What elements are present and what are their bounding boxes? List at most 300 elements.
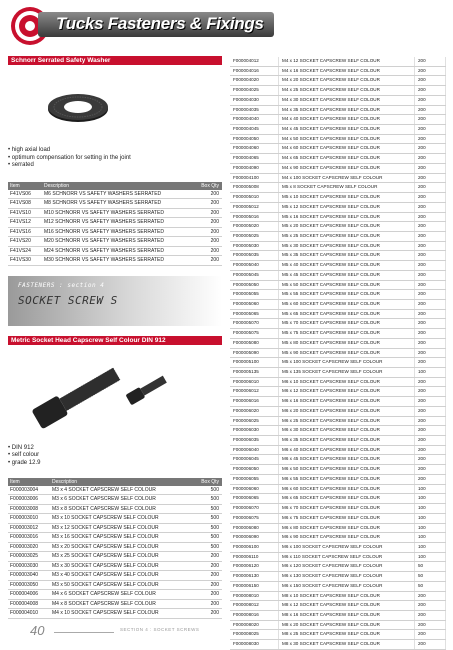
item-code: F000004030 bbox=[230, 95, 279, 105]
item-code: F000003004 bbox=[8, 486, 50, 495]
item-code: F000006110 bbox=[230, 552, 279, 562]
table-row bbox=[8, 190, 222, 199]
table-row bbox=[230, 66, 446, 76]
item-code: F000003008 bbox=[8, 504, 50, 514]
item-code: F000004045 bbox=[230, 125, 279, 135]
box-qty: 100 bbox=[415, 533, 446, 543]
box-qty: 200 bbox=[415, 125, 446, 135]
box-qty: 200 bbox=[415, 465, 446, 475]
box-qty: 200 bbox=[195, 246, 222, 256]
box-qty: 200 bbox=[415, 591, 446, 601]
item-code: F000008012 bbox=[230, 601, 279, 611]
item-description: M6 x 30 SOCKET CAPSCREW SELF COLOUR bbox=[279, 426, 415, 436]
item-description: M6 x 70 SOCKET CAPSCREW SELF COLOUR bbox=[279, 504, 415, 514]
table-row bbox=[8, 599, 222, 609]
item-description: M4 x 40 SOCKET CAPSCREW SELF COLOUR bbox=[279, 115, 415, 125]
box-qty: 200 bbox=[195, 561, 222, 571]
item-description: M6 x 45 SOCKET CAPSCREW SELF COLOUR bbox=[279, 455, 415, 465]
item-description: M6 x 16 SOCKET CAPSCREW SELF COLOUR bbox=[279, 397, 415, 407]
box-qty: 200 bbox=[415, 640, 446, 650]
box-qty: 200 bbox=[415, 309, 446, 319]
item-code: F000005100 bbox=[230, 358, 279, 368]
item-description: M6 x 50 SOCKET CAPSCREW SELF COLOUR bbox=[279, 465, 415, 475]
item-description: M4 x 90 SOCKET CAPSCREW SELF COLOUR bbox=[279, 163, 415, 173]
table-row bbox=[230, 397, 446, 407]
box-qty: 200 bbox=[415, 202, 446, 212]
item-code: F000004090 bbox=[230, 163, 279, 173]
table-row bbox=[230, 251, 446, 261]
table-row bbox=[230, 57, 446, 66]
item-description: M5 x 20 SOCKET CAPSCREW SELF COLOUR bbox=[279, 222, 415, 232]
item-code: F000004050 bbox=[230, 134, 279, 144]
column-header-box-qty: Box Qty bbox=[195, 478, 222, 486]
item-description: M5 x 80 SOCKET CAPSCREW SELF COLOUR bbox=[279, 338, 415, 348]
table-row bbox=[230, 542, 446, 552]
item-description: M6 x 90 SOCKET CAPSCREW SELF COLOUR bbox=[279, 533, 415, 543]
box-qty: 200 bbox=[415, 610, 446, 620]
item-code: F000006025 bbox=[230, 416, 279, 426]
item-description: M4 x 20 SOCKET CAPSCREW SELF COLOUR bbox=[279, 76, 415, 86]
item-description: M5 x 50 SOCKET CAPSCREW SELF COLOUR bbox=[279, 280, 415, 290]
table-row bbox=[230, 115, 446, 125]
item-code: F000004065 bbox=[230, 154, 279, 164]
item-description: M3 x 20 SOCKET CAPSCREW SELF COLOUR bbox=[50, 542, 195, 552]
item-description: M6 x 130 SOCKET CAPSCREW SELF COLOUR bbox=[279, 572, 415, 582]
box-qty: 100 bbox=[415, 552, 446, 562]
item-code: F000005080 bbox=[230, 338, 279, 348]
item-description: M5 x 12 SOCKET CAPSCREW SELF COLOUR bbox=[279, 202, 415, 212]
table-row bbox=[230, 436, 446, 446]
item-description: M5 x 75 SOCKET CAPSCREW SELF COLOUR bbox=[279, 329, 415, 339]
table-row bbox=[8, 218, 222, 228]
box-qty: 200 bbox=[195, 237, 222, 247]
banner-title: SOCKET SCREW S bbox=[18, 293, 118, 307]
box-qty: 200 bbox=[415, 251, 446, 261]
item-code: F000005060 bbox=[230, 299, 279, 309]
box-qty: 50 bbox=[415, 581, 446, 591]
box-qty: 200 bbox=[415, 115, 446, 125]
box-qty: 200 bbox=[415, 329, 446, 339]
item-code: F000004025 bbox=[230, 86, 279, 96]
box-qty: 200 bbox=[415, 222, 446, 232]
column-header-item: Item bbox=[8, 478, 50, 486]
box-qty: 500 bbox=[195, 523, 222, 533]
feature-item: • grade 12.9 bbox=[8, 460, 222, 468]
item-code: F000005070 bbox=[230, 319, 279, 329]
table-row bbox=[230, 76, 446, 86]
item-code: F41VS10 bbox=[8, 208, 42, 218]
capscrew-table-continued bbox=[230, 57, 446, 650]
box-qty: 200 bbox=[415, 348, 446, 358]
table-row bbox=[230, 416, 446, 426]
table-row bbox=[230, 338, 446, 348]
item-code: F000004016 bbox=[230, 66, 279, 76]
item-description: M6 x 40 SOCKET CAPSCREW SELF COLOUR bbox=[279, 445, 415, 455]
banner-subtitle: FASTENERS : section 4 bbox=[18, 281, 105, 289]
capscrew-image bbox=[8, 345, 222, 443]
box-qty: 200 bbox=[415, 270, 446, 280]
item-description: M5 x 90 SOCKET CAPSCREW SELF COLOUR bbox=[279, 348, 415, 358]
box-qty: 200 bbox=[195, 571, 222, 581]
box-qty: 200 bbox=[195, 590, 222, 600]
box-qty: 200 bbox=[415, 445, 446, 455]
item-description: M6 x 10 SOCKET CAPSCREW SELF COLOUR bbox=[279, 377, 415, 387]
box-qty: 200 bbox=[415, 231, 446, 241]
box-qty: 200 bbox=[195, 609, 222, 619]
item-description: M12 SCHNORR VS SAFETY WASHERS SERRATED bbox=[42, 218, 195, 228]
item-description: M4 x 35 SOCKET CAPSCREW SELF COLOUR bbox=[279, 105, 415, 115]
item-code: F000005035 bbox=[230, 251, 279, 261]
item-description: M6 SCHNORR VS SAFETY WASHERS SERRATED bbox=[42, 190, 195, 199]
box-qty: 200 bbox=[415, 299, 446, 309]
item-description: M8 x 10 SOCKET CAPSCREW SELF COLOUR bbox=[279, 591, 415, 601]
section-banner bbox=[8, 276, 222, 326]
item-code: F000003020 bbox=[8, 542, 50, 552]
box-qty: 200 bbox=[415, 76, 446, 86]
item-code: F000005055 bbox=[230, 290, 279, 300]
box-qty: 200 bbox=[415, 387, 446, 397]
item-code: F000003030 bbox=[8, 561, 50, 571]
item-code: F000005030 bbox=[230, 241, 279, 251]
item-description: M6 x 75 SOCKET CAPSCREW SELF COLOUR bbox=[279, 513, 415, 523]
item-description: M3 x 4 SOCKET CAPSCREW SELF COLOUR bbox=[50, 486, 195, 495]
item-description: M6 x 150 SOCKET CAPSCREW SELF COLOUR bbox=[279, 581, 415, 591]
item-code: F000006100 bbox=[230, 542, 279, 552]
table-row bbox=[8, 256, 222, 266]
box-qty: 200 bbox=[415, 338, 446, 348]
table-row bbox=[8, 523, 222, 533]
item-code: F000004010 bbox=[8, 609, 50, 619]
table-row bbox=[230, 86, 446, 96]
item-description: M4 x 6 SOCKET CAPSCREW SELF COLOUR bbox=[50, 590, 195, 600]
table-row bbox=[230, 581, 446, 591]
item-description: M8 x 30 SOCKET CAPSCREW SELF COLOUR bbox=[279, 640, 415, 650]
item-description: M16 SCHNORR VS SAFETY WASHERS SERRATED bbox=[42, 227, 195, 237]
item-description: M3 x 16 SOCKET CAPSCREW SELF COLOUR bbox=[50, 533, 195, 543]
footer-divider bbox=[54, 632, 114, 633]
table-row bbox=[8, 246, 222, 256]
item-description: M5 x 35 SOCKET CAPSCREW SELF COLOUR bbox=[279, 251, 415, 261]
box-qty: 200 bbox=[415, 416, 446, 426]
table-row bbox=[230, 387, 446, 397]
table-row bbox=[230, 640, 446, 650]
table-row bbox=[230, 105, 446, 115]
box-qty: 200 bbox=[195, 599, 222, 609]
box-qty: 200 bbox=[415, 358, 446, 368]
table-row bbox=[230, 562, 446, 572]
box-qty: 200 bbox=[415, 290, 446, 300]
item-code: F000005135 bbox=[230, 368, 279, 378]
item-code: F000004100 bbox=[230, 173, 279, 183]
item-description: M4 x 30 SOCKET CAPSCREW SELF COLOUR bbox=[279, 95, 415, 105]
table-row bbox=[230, 202, 446, 212]
table-row bbox=[8, 208, 222, 218]
item-description: M3 x 12 SOCKET CAPSCREW SELF COLOUR bbox=[50, 523, 195, 533]
box-qty: 100 bbox=[415, 368, 446, 378]
box-qty: 200 bbox=[415, 193, 446, 203]
table-row bbox=[230, 329, 446, 339]
box-qty: 200 bbox=[415, 406, 446, 416]
box-qty: 200 bbox=[415, 57, 446, 66]
box-qty: 200 bbox=[195, 199, 222, 209]
table-row bbox=[8, 199, 222, 209]
item-code: F41VS24 bbox=[8, 246, 42, 256]
item-description: M4 x 60 SOCKET CAPSCREW SELF COLOUR bbox=[279, 144, 415, 154]
item-description: M6 x 80 SOCKET CAPSCREW SELF COLOUR bbox=[279, 523, 415, 533]
table-row bbox=[230, 455, 446, 465]
item-code: F000006130 bbox=[230, 572, 279, 582]
item-description: M8 x 20 SOCKET CAPSCREW SELF COLOUR bbox=[279, 620, 415, 630]
item-description: M6 x 60 SOCKET CAPSCREW SELF COLOUR bbox=[279, 484, 415, 494]
item-code: F000006012 bbox=[230, 387, 279, 397]
item-description: M5 x 30 SOCKET CAPSCREW SELF COLOUR bbox=[279, 241, 415, 251]
item-code: F000006035 bbox=[230, 436, 279, 446]
feature-item: • optimum compensation for setting in the joint bbox=[8, 155, 222, 163]
feature-item: • DIN 912 bbox=[8, 445, 222, 453]
feature-item: • high axial load bbox=[8, 147, 222, 155]
table-row bbox=[8, 514, 222, 524]
item-description: M24 SCHNORR VS SAFETY WASHERS SERRATED bbox=[42, 246, 195, 256]
item-description: M5 x 40 SOCKET CAPSCREW SELF COLOUR bbox=[279, 261, 415, 271]
table-row bbox=[230, 241, 446, 251]
table-row bbox=[230, 280, 446, 290]
table-row bbox=[230, 183, 446, 193]
item-description: M3 x 25 SOCKET CAPSCREW SELF COLOUR bbox=[50, 552, 195, 562]
table-row bbox=[8, 552, 222, 562]
table-row bbox=[230, 426, 446, 436]
item-description: M6 x 55 SOCKET CAPSCREW SELF COLOUR bbox=[279, 474, 415, 484]
box-qty: 200 bbox=[415, 95, 446, 105]
box-qty: 500 bbox=[195, 486, 222, 495]
page-header bbox=[0, 0, 453, 54]
item-code: F000005012 bbox=[230, 202, 279, 212]
box-qty: 500 bbox=[195, 495, 222, 505]
item-description: M30 SCHNORR VS SAFETY WASHERS SERRATED bbox=[42, 256, 195, 266]
item-code: F000006120 bbox=[230, 562, 279, 572]
item-description: M3 x 6 SOCKET CAPSCREW SELF COLOUR bbox=[50, 495, 195, 505]
item-description: M3 x 50 SOCKET CAPSCREW SELF COLOUR bbox=[50, 580, 195, 590]
item-code: F000003016 bbox=[8, 533, 50, 543]
table-row bbox=[230, 533, 446, 543]
table-row bbox=[230, 299, 446, 309]
item-code: F000006016 bbox=[230, 397, 279, 407]
item-code: F000004040 bbox=[230, 115, 279, 125]
table-row bbox=[230, 290, 446, 300]
item-code: F000005025 bbox=[230, 231, 279, 241]
item-code: F41VS08 bbox=[8, 199, 42, 209]
column-header-description: Description bbox=[50, 478, 195, 486]
item-code: F000006055 bbox=[230, 474, 279, 484]
box-qty: 200 bbox=[415, 212, 446, 222]
item-description: M6 x 120 SOCKET CAPSCREW SELF COLOUR bbox=[279, 562, 415, 572]
table-row bbox=[230, 134, 446, 144]
item-description: M8 x 25 SOCKET CAPSCREW SELF COLOUR bbox=[279, 630, 415, 640]
table-row bbox=[230, 494, 446, 504]
box-qty: 200 bbox=[415, 163, 446, 173]
table-row bbox=[8, 533, 222, 543]
item-code: F000006010 bbox=[230, 377, 279, 387]
item-description: M5 x 60 SOCKET CAPSCREW SELF COLOUR bbox=[279, 299, 415, 309]
item-code: F000005016 bbox=[230, 212, 279, 222]
table-row bbox=[230, 222, 446, 232]
item-description: M3 x 10 SOCKET CAPSCREW SELF COLOUR bbox=[50, 514, 195, 524]
table-row bbox=[230, 474, 446, 484]
item-description: M4 x 65 SOCKET CAPSCREW SELF COLOUR bbox=[279, 154, 415, 164]
item-description: M10 SCHNORR VS SAFETY WASHERS SERRATED bbox=[42, 208, 195, 218]
table-row bbox=[230, 309, 446, 319]
item-description: M6 x 35 SOCKET CAPSCREW SELF COLOUR bbox=[279, 436, 415, 446]
item-code: F000003006 bbox=[8, 495, 50, 505]
box-qty: 200 bbox=[415, 66, 446, 76]
box-qty: 200 bbox=[415, 105, 446, 115]
box-qty: 200 bbox=[195, 256, 222, 266]
item-code: F000005020 bbox=[230, 222, 279, 232]
item-code: F41VS30 bbox=[8, 256, 42, 266]
page-number: 40 bbox=[30, 623, 45, 638]
item-code: F000003012 bbox=[8, 523, 50, 533]
box-qty: 100 bbox=[415, 504, 446, 514]
section-title-washer: Schnorr Serrated Safety Washer bbox=[8, 56, 222, 65]
column-header-description: Description bbox=[42, 182, 195, 190]
item-description: M4 x 100 SOCKET CAPSCREW SELF COLOUR bbox=[279, 173, 415, 183]
table-row bbox=[230, 552, 446, 562]
box-qty: 50 bbox=[415, 562, 446, 572]
page-footer bbox=[0, 620, 453, 640]
item-description: M4 x 10 SOCKET CAPSCREW SELF COLOUR bbox=[50, 609, 195, 619]
item-code: F000004006 bbox=[8, 590, 50, 600]
box-qty: 200 bbox=[195, 208, 222, 218]
box-qty: 200 bbox=[195, 552, 222, 562]
item-code: F000006070 bbox=[230, 504, 279, 514]
item-description: M6 x 25 SOCKET CAPSCREW SELF COLOUR bbox=[279, 416, 415, 426]
item-code: F41VS12 bbox=[8, 218, 42, 228]
item-code: F000003025 bbox=[8, 552, 50, 562]
item-code: F000008016 bbox=[230, 610, 279, 620]
item-code: F000004008 bbox=[8, 599, 50, 609]
table-row bbox=[230, 504, 446, 514]
table-row bbox=[8, 590, 222, 600]
table-row bbox=[230, 368, 446, 378]
washer-features bbox=[8, 147, 222, 170]
table-header-row bbox=[8, 182, 222, 190]
box-qty: 200 bbox=[195, 190, 222, 199]
box-qty: 200 bbox=[415, 261, 446, 271]
capscrew-table bbox=[8, 478, 222, 619]
item-code: F000006030 bbox=[230, 426, 279, 436]
box-qty: 50 bbox=[415, 572, 446, 582]
item-description: M5 x 25 SOCKET CAPSCREW SELF COLOUR bbox=[279, 231, 415, 241]
table-header-row bbox=[8, 478, 222, 486]
table-row bbox=[8, 609, 222, 619]
left-column bbox=[8, 56, 222, 619]
item-code: F000006020 bbox=[230, 406, 279, 416]
table-row bbox=[230, 610, 446, 620]
item-code: F000005050 bbox=[230, 280, 279, 290]
box-qty: 200 bbox=[415, 86, 446, 96]
item-description: M6 x 65 SOCKET CAPSCREW SELF COLOUR bbox=[279, 494, 415, 504]
box-qty: 500 bbox=[195, 542, 222, 552]
item-code: F000005008 bbox=[230, 183, 279, 193]
box-qty: 100 bbox=[415, 513, 446, 523]
box-qty: 200 bbox=[415, 183, 446, 193]
box-qty: 200 bbox=[415, 319, 446, 329]
item-code: F000003010 bbox=[8, 514, 50, 524]
table-row bbox=[230, 231, 446, 241]
item-code: F000004020 bbox=[230, 76, 279, 86]
table-row bbox=[230, 591, 446, 601]
table-row bbox=[8, 227, 222, 237]
item-code: F000005010 bbox=[230, 193, 279, 203]
table-row bbox=[230, 261, 446, 271]
item-description: M6 x 100 SOCKET CAPSCREW SELF COLOUR bbox=[279, 542, 415, 552]
table-row bbox=[230, 144, 446, 154]
item-code: F000005040 bbox=[230, 261, 279, 271]
item-code: F000004012 bbox=[230, 57, 279, 66]
item-code: F000005090 bbox=[230, 348, 279, 358]
table-row bbox=[230, 270, 446, 280]
item-code: F000005075 bbox=[230, 329, 279, 339]
item-description: M3 x 40 SOCKET CAPSCREW SELF COLOUR bbox=[50, 571, 195, 581]
item-description: M5 x 100 SOCKET CAPSCREW SELF COLOUR bbox=[279, 358, 415, 368]
box-qty: 200 bbox=[415, 426, 446, 436]
box-qty: 200 bbox=[415, 474, 446, 484]
table-row bbox=[230, 377, 446, 387]
item-description: M4 x 45 SOCKET CAPSCREW SELF COLOUR bbox=[279, 125, 415, 135]
item-code: F000004060 bbox=[230, 144, 279, 154]
table-row bbox=[230, 465, 446, 475]
item-code: F000006065 bbox=[230, 494, 279, 504]
item-description: M5 x 10 SOCKET CAPSCREW SELF COLOUR bbox=[279, 193, 415, 203]
item-code: F41VS06 bbox=[8, 190, 42, 199]
item-code: F000006075 bbox=[230, 513, 279, 523]
right-column bbox=[230, 57, 446, 650]
item-code: F000006050 bbox=[230, 465, 279, 475]
footer-text: SECTION 4 : SOCKET SCREWS bbox=[120, 627, 200, 632]
table-row bbox=[8, 542, 222, 552]
section-title-capscrew: Metric Socket Head Capscrew Self Colour DIN 912 bbox=[8, 336, 222, 345]
item-description: M6 x 20 SOCKET CAPSCREW SELF COLOUR bbox=[279, 406, 415, 416]
item-code: F000006060 bbox=[230, 484, 279, 494]
item-code: F000006150 bbox=[230, 581, 279, 591]
table-row bbox=[8, 486, 222, 495]
item-code: F000006045 bbox=[230, 455, 279, 465]
washer-table bbox=[8, 182, 222, 266]
item-code: F000008020 bbox=[230, 620, 279, 630]
item-description: M8 x 16 SOCKET CAPSCREW SELF COLOUR bbox=[279, 610, 415, 620]
table-row bbox=[230, 173, 446, 183]
item-description: M5 x 55 SOCKET CAPSCREW SELF COLOUR bbox=[279, 290, 415, 300]
table-row bbox=[230, 319, 446, 329]
box-qty: 200 bbox=[195, 218, 222, 228]
table-row bbox=[8, 561, 222, 571]
item-code: F000005045 bbox=[230, 270, 279, 280]
table-row bbox=[230, 523, 446, 533]
item-description: M8 SCHNORR VS SAFETY WASHERS SERRATED bbox=[42, 199, 195, 209]
item-description: M5 x 16 SOCKET CAPSCREW SELF COLOUR bbox=[279, 212, 415, 222]
item-description: M5 x 70 SOCKET CAPSCREW SELF COLOUR bbox=[279, 319, 415, 329]
box-qty: 200 bbox=[415, 436, 446, 446]
table-row bbox=[8, 571, 222, 581]
box-qty: 200 bbox=[415, 630, 446, 640]
table-row bbox=[8, 504, 222, 514]
item-code: F000004035 bbox=[230, 105, 279, 115]
item-description: M4 x 25 SOCKET CAPSCREW SELF COLOUR bbox=[279, 86, 415, 96]
washer-image bbox=[8, 65, 222, 145]
item-code: F000008030 bbox=[230, 640, 279, 650]
box-qty: 500 bbox=[195, 514, 222, 524]
table-row bbox=[230, 572, 446, 582]
box-qty: 200 bbox=[415, 620, 446, 630]
